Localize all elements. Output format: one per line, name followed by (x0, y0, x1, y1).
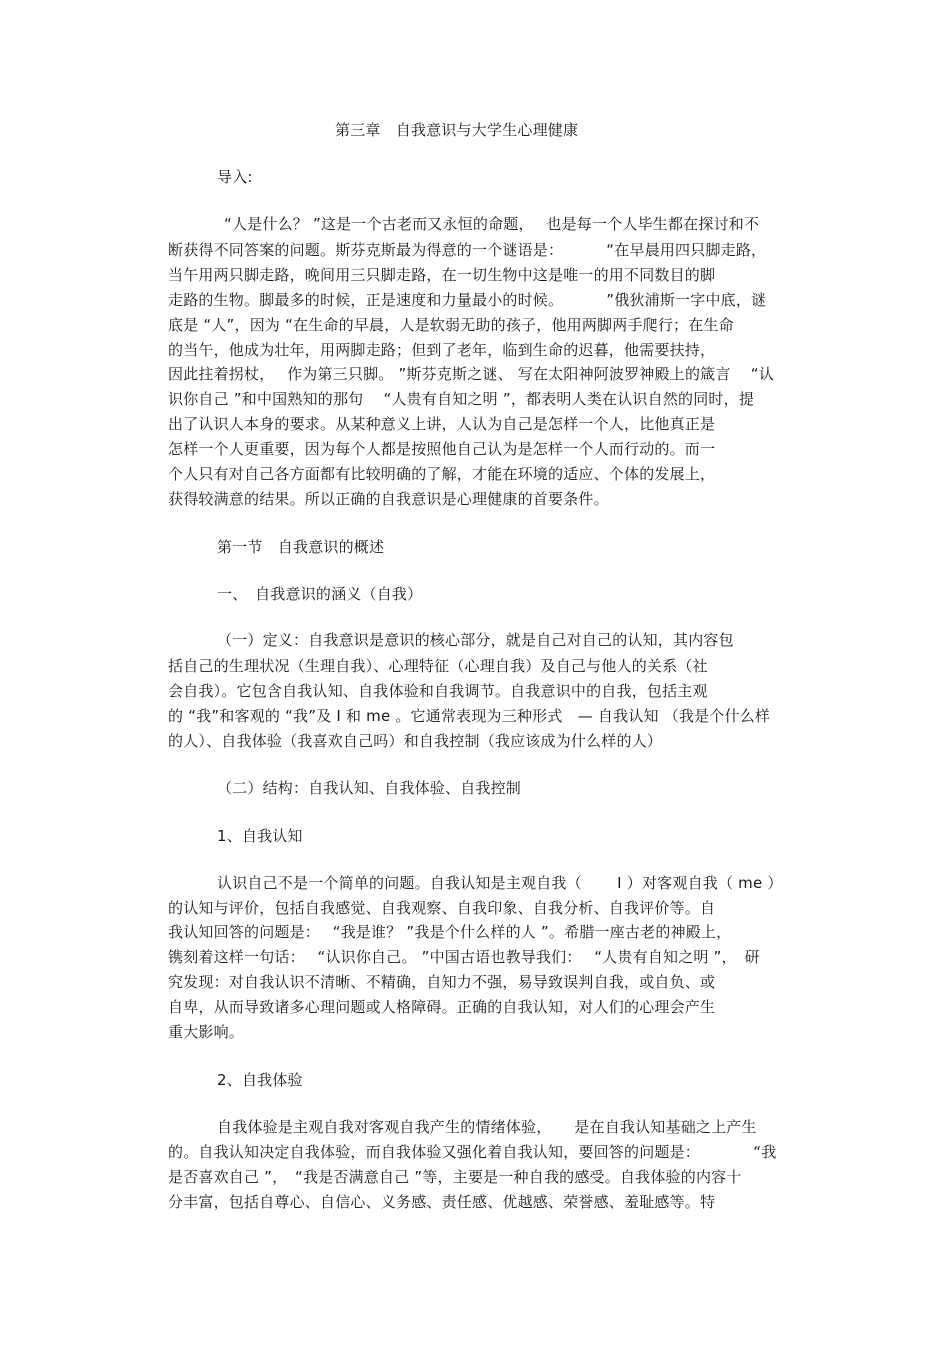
paragraph-line: 镌刻着这样一句话： “认识你自己。 ”中国古语也教导我们： “人贵有自知之明 ”， 研 (168, 948, 760, 966)
paragraph-line: 自我体验是主观自我对客观自我产生的情绪体验， 是在自我认知基础之上产生 (217, 1118, 757, 1136)
paragraph-line: 的认知与评价，包括自我感觉、自我观察、自我印象、自我分析、自我评价等。自 (168, 899, 716, 917)
paragraph-line: 的。自我认知决定自我体验，而自我体验又强化着自我认知，要回答的问题是： “我 (168, 1143, 777, 1161)
paragraph-line: 的当午，他成为壮年，用两脚走路；但到了老年，临到生命的迟暮，他需要扶持， (168, 341, 716, 359)
paragraph-line: 认识自己不是一个简单的问题。自我认知是主观自我（ I ）对客观自我（ me ） (217, 874, 783, 892)
paragraph-line: 当午用两只脚走路，晚间用三只脚走路，在一切生物中这是唯一的用不同数目的脚 (168, 266, 716, 284)
section-heading: 第一节 自我意识的概述 (217, 538, 385, 556)
paragraph-line: 会自我）。它包含自我认知、自我体验和自我调节。自我意识中的自我，包括主观 (168, 682, 708, 700)
paragraph-line: 个人只有对自己各方面都有比较明确的了解，才能在环境的适应、个体的发展上， (168, 465, 716, 483)
paragraph-line: 分丰富，包括自尊心、自信心、义务感、责任感、优越感、荣誉感、羞耻感等。特 (168, 1193, 716, 1211)
paragraph-line: 走路的生物。脚最多的时候，正是速度和力量最小的时候。 ”俄狄浦斯一字中底，谜 (168, 291, 767, 309)
paragraph-line: 识你自己 ”和中国熟知的那句 “人贵有自知之明 ”，都表明人类在认识自然的同时，提 (168, 390, 755, 408)
item-heading: 1、自我认知 (217, 827, 303, 845)
paragraph-line: 是否喜欢自己 ”， “我是否满意自己 ”等，主要是一种自我的感受。自我体验的内容十 (168, 1168, 742, 1186)
paragraph-line: 获得较满意的结果。所以正确的自我意识是心理健康的首要条件。 (168, 490, 609, 508)
item-heading: 2、自我体验 (217, 1071, 303, 1089)
paragraph-line: 我认知回答的问题是： “我是谁？ ”我是个什么样的人 ”。希腊一座古老的神殿上， (168, 923, 732, 941)
paragraph-line: 括自己的生理状况（生理自我）、心理特征（心理自我）及自己与他人的关系（社 (168, 657, 708, 675)
paragraph-line: 究发现：对自我认识不清晰、不精确，自知力不强，易导致误判自我，或自负、或 (168, 973, 716, 991)
paragraph-line: 自卑，从而导致诸多心理问题或人格障碍。正确的自我认知，对人们的心理会产生 (168, 998, 716, 1016)
paragraph-line: 断获得不同答案的问题。斯芬克斯最为得意的一个谜语是： “在早晨用四只脚走路， (168, 241, 767, 259)
subsection-heading: 一、 自我意识的涵义（自我） (217, 585, 423, 603)
chapter-title: 第三章 自我意识与大学生心理健康 (335, 121, 579, 139)
paragraph-line: 的人）、自我体验（我喜欢自己吗）和自我控制（我应该成为什么样的人） (168, 732, 663, 750)
paragraph-line: 因此拄着拐杖， 作为第三只脚。 ”斯芬克斯之谜、 写在太阳神阿波罗神殿上的箴言 “认 (168, 365, 774, 383)
paragraph-line: 出了认识人本身的要求。从某种意义上讲，人认为自己是怎样一个人，比他真正是 (168, 415, 716, 433)
paragraph-line: 的 “我”和客观的 “我”及 I 和 me 。它通常表现为三种形式 — 自我认知 （我是个什么样 (168, 707, 771, 725)
paragraph-line: “人是什么？ ”这是一个古老而又永恒的命题， 也是每一个人毕生都在探讨和不 (224, 215, 760, 233)
paragraph-line: （一）定义：自我意识是意识的核心部分，就是自己对自己的认知，其内容包 (217, 631, 734, 649)
paragraph-line: 底是 “人”，因为 “在生命的早晨，人是软弱无助的孩子，他用两脚两手爬行；在生命 (168, 316, 734, 334)
intro-label: 导入: (217, 168, 253, 186)
structure-line: （二）结构：自我认知、自我体验、自我控制 (217, 779, 522, 797)
paragraph-line: 重大影响。 (168, 1023, 245, 1041)
paragraph-line: 怎样一个人更重要，因为每个人都是按照他自己认为是怎样一个人而行动的。而一 (168, 440, 716, 458)
